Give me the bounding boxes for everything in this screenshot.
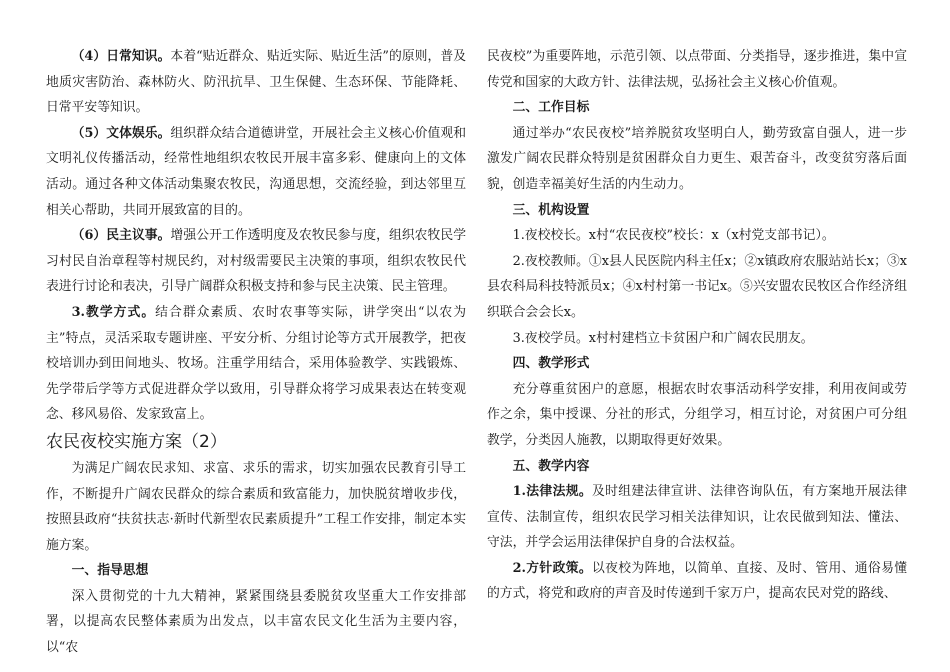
section-heading-teaching-form: 四、教学形式 — [512, 356, 590, 372]
paragraph-teachers: 2.夜校教师。①x县人民医院内科主任x；②x镇政府农服站站长x；③x县农科局科技特派员x；④x村村第一书记x。⑤兴安盟农民牧区合作经济组织联合会会长x。 — [487, 253, 907, 320]
paragraph-guiding-thought: 深入贯彻党的十九大精神，紧紧围绕县委脱贫攻坚重大工作安排部署，以提高农民整体素质为出发点，以丰富农民文化生活为主要内容，以“农 — [46, 588, 466, 656]
paragraph-text: 以夜校为阵地，以简单、直接、及时、管用、通俗易懂的方式，将党和政府的声音及时传递到千家万户，提高农民对党的路线、 — [487, 560, 908, 602]
section-heading-organization: 三、机构设置 — [512, 202, 590, 218]
paragraph-principal: 1.夜校校长。x村“农民夜校”校长：x（x村党支部书记）。 — [512, 228, 835, 244]
section-heading-teaching-content: 五、教学内容 — [512, 458, 590, 474]
paragraph-lead: （6）民主议事。 — [71, 228, 171, 244]
paragraph-daily-knowledge — [46, 44, 466, 121]
paragraph-lead: 3.教学方式。 — [71, 304, 156, 320]
paragraph-teaching-form: 充分尊重贫困户的意愿，根据农时农事活动科学安排，利用夜间或劳作之余，集中授课、分社的形式，分组学习，相互讨论，对贫困户可分组教学，分类因人施教，以期取得更好效果。 — [487, 381, 907, 448]
paragraph-lead: 1.法律法规。 — [512, 484, 592, 500]
left-column — [46, 44, 466, 661]
paragraph-teaching-methods — [46, 300, 466, 428]
paragraph-text: 增强公开工作透明度及农牧民参与度，组织农牧民学习村民自治章程等村规民约，对村级需要民主决策的事项，组织农牧民代表进行讨论和表决，引导广阔群众积极支持和参与民主决策、民主管理。 — [46, 228, 467, 295]
paragraph-democratic-affairs — [46, 223, 466, 300]
paragraph-text: 结合群众素质、农时农事等实际，讲学突出“以农为主”特点，灵活采取专题讲座、平安分析、分组讨论等方式开展教学，把夜校培训办到田间地头、牧场。注重学用结合，采用体验教学、实践锻炼、先学带后学等方式促进群众学以致用，引导群众将学习成果表达在转变观念、移风易俗、发家致富上。 — [46, 304, 467, 423]
paragraph-lead: （4）日常知识。 — [71, 49, 171, 64]
paragraph-text: 本着“贴近群众、贴近实际、贴近生活”的原则，普及地质灾害防治、森林防火、防汛抗旱、卫生保健、生态环保、节能降耗、日常平安等知识。 — [46, 49, 466, 116]
paragraph-intro: 为满足广阔农民求知、求富、求乐的需求，切实加强农民教育引导工作，不断提升广阔农民群众的综合素质和致富能力，加快脱贫增收步伐，按照县政府“扶贫扶志·新时代新型农民素质提升”工程工作安排，制定本实施方案。 — [46, 460, 466, 553]
paragraph-text: 组织群众结合道德讲堂，开展社会主义核心价值观和文明礼仪传播活动，经常性地组织农牧民开展丰富多彩、健康向上的文体活动。通过各种文体活动集聚农牧民，沟通思想，交流经验，到达邻里互相关心帮助，共同开展致富的目的。 — [46, 125, 467, 218]
section-heading-guiding-thought: 一、指导思想 — [71, 563, 149, 579]
paragraph-culture-entertainment — [46, 121, 466, 223]
document-title: 农民夜校实施方案（2） — [46, 431, 227, 452]
paragraph-lead: （5）文体娱乐。 — [71, 125, 171, 141]
paragraph-students: 3.夜校学员。x村村建档立卡贫困户和广阔农民朋友。 — [512, 330, 814, 346]
paragraph-text: 及时组建法律宣讲、法律咨询队伍，有方案地开展法律宣传、法制宣传，组织农民学习相关法律知识，让农民做到知法、懂法、守法，并学会运用法律保护自身的合法权益。 — [487, 484, 908, 551]
right-column — [487, 44, 907, 607]
paragraph-laws — [487, 479, 907, 556]
paragraph-guiding-thought-continued: 民夜校”为重要阵地，示范引领、以点带面、分类指导，逐步推进，集中宣传党和国家的大政方针、法律法规，弘扬社会主义核心价值观。 — [487, 49, 907, 90]
paragraph-lead: 2.方针政策。 — [512, 560, 592, 576]
paragraph-work-goals: 通过举办“农民夜校”培养脱贫攻坚明白人，勤劳致富自强人，进一步激发广阔农民群众特别是贫困群众自力更生、艰苦奋斗，改变贫穷落后面貌，创造幸福美好生活的内生动力。 — [487, 125, 907, 192]
section-heading-work-goals: 二、工作目标 — [512, 100, 590, 116]
paragraph-policies — [487, 556, 907, 607]
